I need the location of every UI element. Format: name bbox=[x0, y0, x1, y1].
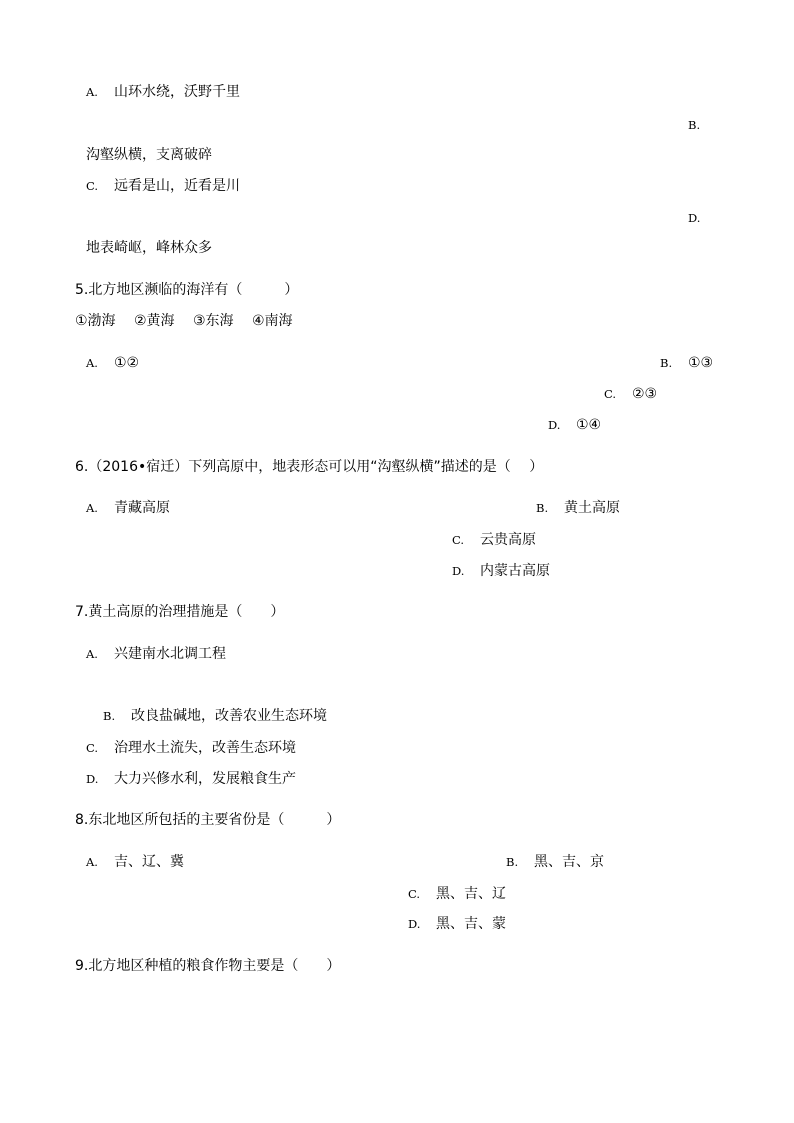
option-text: ②③ bbox=[632, 386, 658, 402]
q6-option-b[interactable] bbox=[536, 499, 620, 517]
q5-option-b[interactable] bbox=[660, 354, 713, 372]
option-label: D. bbox=[548, 418, 561, 432]
q4-option-d-label[interactable] bbox=[688, 209, 716, 227]
q5-option-c[interactable] bbox=[604, 385, 657, 403]
q8-option-a[interactable] bbox=[86, 853, 184, 871]
q6-option-c[interactable] bbox=[452, 531, 536, 549]
option-text: 青藏高原 bbox=[114, 500, 170, 516]
option-label: B. bbox=[688, 118, 701, 132]
option-text: 黑、吉、辽 bbox=[436, 886, 506, 902]
q8-option-d[interactable] bbox=[408, 915, 506, 933]
q6-option-a[interactable] bbox=[86, 499, 170, 517]
q4-option-c[interactable] bbox=[86, 177, 240, 195]
option-text: 云贵高原 bbox=[480, 532, 536, 548]
q6-option-d[interactable] bbox=[452, 562, 550, 580]
option-label: B. bbox=[660, 356, 673, 370]
option-text: 治理水土流失，改善生态环境 bbox=[114, 740, 296, 756]
q4-option-b-text: 沟壑纵横，支离破碎 bbox=[86, 147, 212, 163]
option-text: 黑、吉、京 bbox=[534, 854, 604, 870]
option-text: 吉、辽、冀 bbox=[114, 854, 184, 870]
option-text: 山环水绕，沃野千里 bbox=[114, 84, 240, 100]
q5-list: ①渤海 ②黄海 ③东海 ④南海 bbox=[75, 313, 293, 329]
option-text: 兴建南水北调工程 bbox=[114, 646, 226, 662]
option-text: 黑、吉、蒙 bbox=[436, 916, 506, 932]
option-text: ①② bbox=[114, 355, 140, 371]
q8-stem: 8.东北地区所包括的主要省份是（ ） bbox=[75, 812, 341, 828]
q7-option-b[interactable] bbox=[103, 707, 327, 725]
q7-option-d[interactable] bbox=[86, 770, 296, 788]
q5-option-a[interactable] bbox=[86, 354, 139, 372]
q7-option-a[interactable] bbox=[86, 645, 226, 663]
option-label: D. bbox=[452, 564, 465, 578]
option-text: ①④ bbox=[576, 417, 602, 433]
q9-stem: 9.北方地区种植的粮食作物主要是（ ） bbox=[75, 958, 341, 974]
option-text: 黄土高原 bbox=[564, 500, 620, 516]
option-label: D. bbox=[408, 917, 421, 931]
option-text: 远看是山，近看是川 bbox=[114, 178, 240, 194]
option-label: A. bbox=[86, 501, 98, 515]
option-label: C. bbox=[86, 741, 99, 755]
option-label: A. bbox=[86, 855, 98, 869]
q4-option-b-label[interactable] bbox=[688, 116, 716, 134]
q6-stem: 6.（2016•宿迁）下列高原中，地表形态可以用“沟壑纵横”描述的是（ ） bbox=[75, 459, 544, 475]
option-label: B. bbox=[103, 709, 116, 723]
option-text: ①③ bbox=[688, 355, 714, 371]
option-label: A. bbox=[86, 85, 98, 99]
q4-option-a[interactable] bbox=[86, 83, 240, 101]
option-label: B. bbox=[536, 501, 549, 515]
q4-option-d-text: 地表崎岖，峰林众多 bbox=[86, 240, 212, 256]
option-label: C. bbox=[452, 533, 465, 547]
q7-stem: 7.黄土高原的治理措施是（ ） bbox=[75, 604, 285, 620]
option-text: 内蒙古高原 bbox=[480, 563, 550, 579]
q5-stem: 5.北方地区濒临的海洋有（ ） bbox=[75, 282, 299, 298]
option-label: A. bbox=[86, 356, 98, 370]
option-label: D. bbox=[86, 772, 99, 786]
option-label: C. bbox=[86, 179, 99, 193]
option-text: 改良盐碱地，改善农业生态环境 bbox=[131, 708, 327, 724]
q5-option-d[interactable] bbox=[548, 416, 601, 434]
option-label: D. bbox=[688, 211, 701, 225]
q8-option-c[interactable] bbox=[408, 885, 506, 903]
option-text: 大力兴修水利，发展粮食生产 bbox=[114, 771, 296, 787]
option-label: C. bbox=[408, 887, 421, 901]
q7-option-c[interactable] bbox=[86, 739, 296, 757]
option-label: C. bbox=[604, 387, 617, 401]
q8-option-b[interactable] bbox=[506, 853, 604, 871]
option-label: A. bbox=[86, 647, 98, 661]
option-label: B. bbox=[506, 855, 519, 869]
